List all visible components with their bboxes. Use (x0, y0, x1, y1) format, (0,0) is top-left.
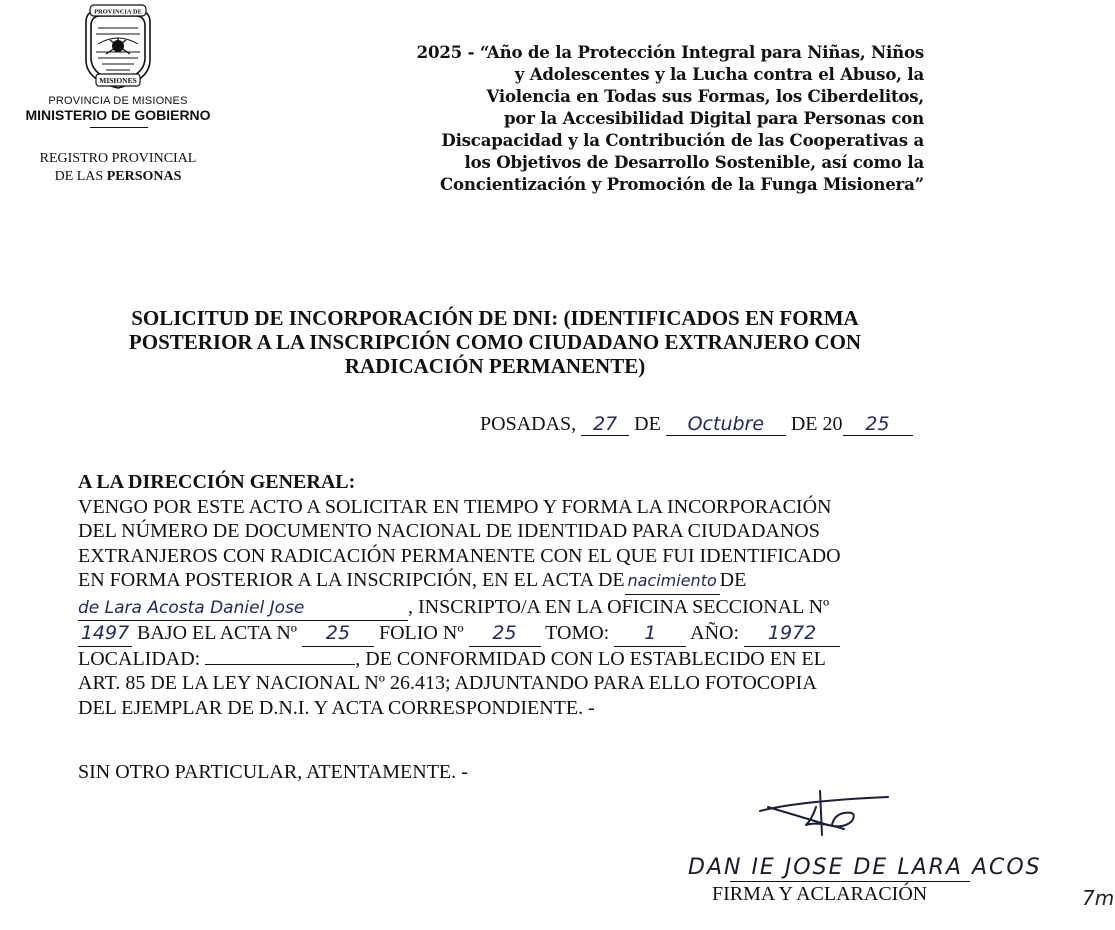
title-line: POSTERIOR A LA INSCRIPCIÓN COMO CIUDADANO EXTRANJERO CON (128, 330, 862, 354)
registry-line1: REGISTRO PROVINCIAL (39, 151, 197, 166)
date-day-field[interactable]: 27 (581, 413, 629, 436)
body-line: ART. 85 DE LA LEY NACIONAL Nº 26.413; ADJUNTANDO PARA ELLO FOTOCOPIA (78, 672, 817, 694)
handwritten-note: 7m (1082, 886, 1115, 910)
tomo-number-field[interactable]: 1 (614, 621, 686, 647)
anio-field[interactable]: 1972 (744, 621, 840, 647)
body-line: 1497 BAJO EL ACTA Nº 25 FOLIO Nº 25 TOMO: 1 AÑO: 1972 (78, 621, 1078, 647)
date-year-prefix: DE 20 (790, 413, 843, 435)
body-line: LOCALIDAD: , DE CONFORMIDAD CON LO ESTABLECIDO EN EL (78, 647, 826, 670)
body-line: DEL NÚMERO DE DOCUMENTO NACIONAL DE IDENTIDAD PARA CIUDADANOS (78, 520, 820, 542)
body-line: EN FORMA POSTERIOR A LA INSCRIPCIÓN, EN EL ACTA DE nacimiento DE (78, 568, 1078, 595)
closing-line: SIN OTRO PARTICULAR, ATENTAMENTE. - (78, 761, 468, 783)
request-body (78, 470, 1078, 720)
addressee-heading: A LA DIRECCIÓN GENERAL: (78, 471, 356, 493)
date-month-field[interactable]: Octubre (666, 413, 786, 436)
signature-clarification[interactable]: DAN IE JOSE DE LARA ACOS (688, 855, 1042, 880)
seal-text-bottom: MISIONES (99, 76, 137, 85)
folio-number-field[interactable]: 25 (469, 621, 541, 647)
body-line: VENGO POR ESTE ACTO A SOLICITAR EN TIEMPO Y FORMA LA INCORPORACIÓN (78, 495, 832, 518)
motto-line: 2025 - “Año de la Protección Integral para Niñas, Niños (416, 42, 924, 62)
body-line: DEL EJEMPLAR DE D.N.I. Y ACTA CORRESPONDIENTE. - (78, 696, 595, 719)
signature-line (730, 881, 970, 882)
acta-number-field[interactable]: 25 (302, 621, 374, 647)
motto-line: y Adolescentes y la Lucha contra el Abuso, la (514, 64, 924, 84)
motto-line: por la Accesibilidad Digital para Personas con (504, 108, 924, 128)
ministry-underline (90, 127, 148, 128)
seal-text-top: PROVINCIA DE (94, 8, 142, 16)
oficina-number-field[interactable]: 1497 (78, 621, 132, 647)
body-line: de Lara Acosta Daniel Jose , INSCRIPTO/A EN LA OFICINA SECCIONAL Nº (78, 595, 1078, 622)
signature-label: FIRMA Y ACLARACIÓN (712, 883, 928, 905)
date-de-label: DE (634, 413, 661, 435)
form-title (40, 306, 950, 378)
body-line: EXTRANJEROS CON RADICACIÓN PERMANENTE CON EL QUE FUI IDENTIFICADO (78, 544, 841, 567)
provincial-seal-emblem (76, 4, 160, 92)
localidad-field[interactable] (205, 664, 355, 665)
province-name: PROVINCIA DE MISIONES (48, 95, 188, 107)
motto-line: Concientización y Promoción de la Funga Misionera” (439, 174, 924, 194)
date-city-label: POSADAS, (480, 413, 577, 435)
date-line (480, 413, 960, 436)
title-line: RADICACIÓN PERMANENTE) (344, 354, 646, 378)
registry-line2: DE LAS PERSONAS (54, 169, 182, 184)
motto-line: Violencia en Todas sus Formas, los Ciberdelitos, (486, 86, 924, 106)
motto-line: los Objetivos de Desarrollo Sostenible, así como la (464, 152, 924, 172)
title-line: SOLICITUD DE INCORPORACIÓN DE DNI: (IDENTIFICADOS EN FORMA (131, 306, 859, 330)
handwritten-signature (748, 785, 898, 845)
ministry-name: MINISTERIO DE GOBIERNO (25, 107, 211, 123)
person-name-field[interactable]: de Lara Acosta Daniel Jose (78, 596, 408, 622)
official-year-motto (320, 41, 924, 195)
motto-line: Discapacidad y la Contribución de las Cooperativas a (441, 130, 924, 150)
date-year-field[interactable]: 25 (843, 413, 913, 436)
acta-type-field[interactable]: nacimiento (625, 569, 720, 595)
